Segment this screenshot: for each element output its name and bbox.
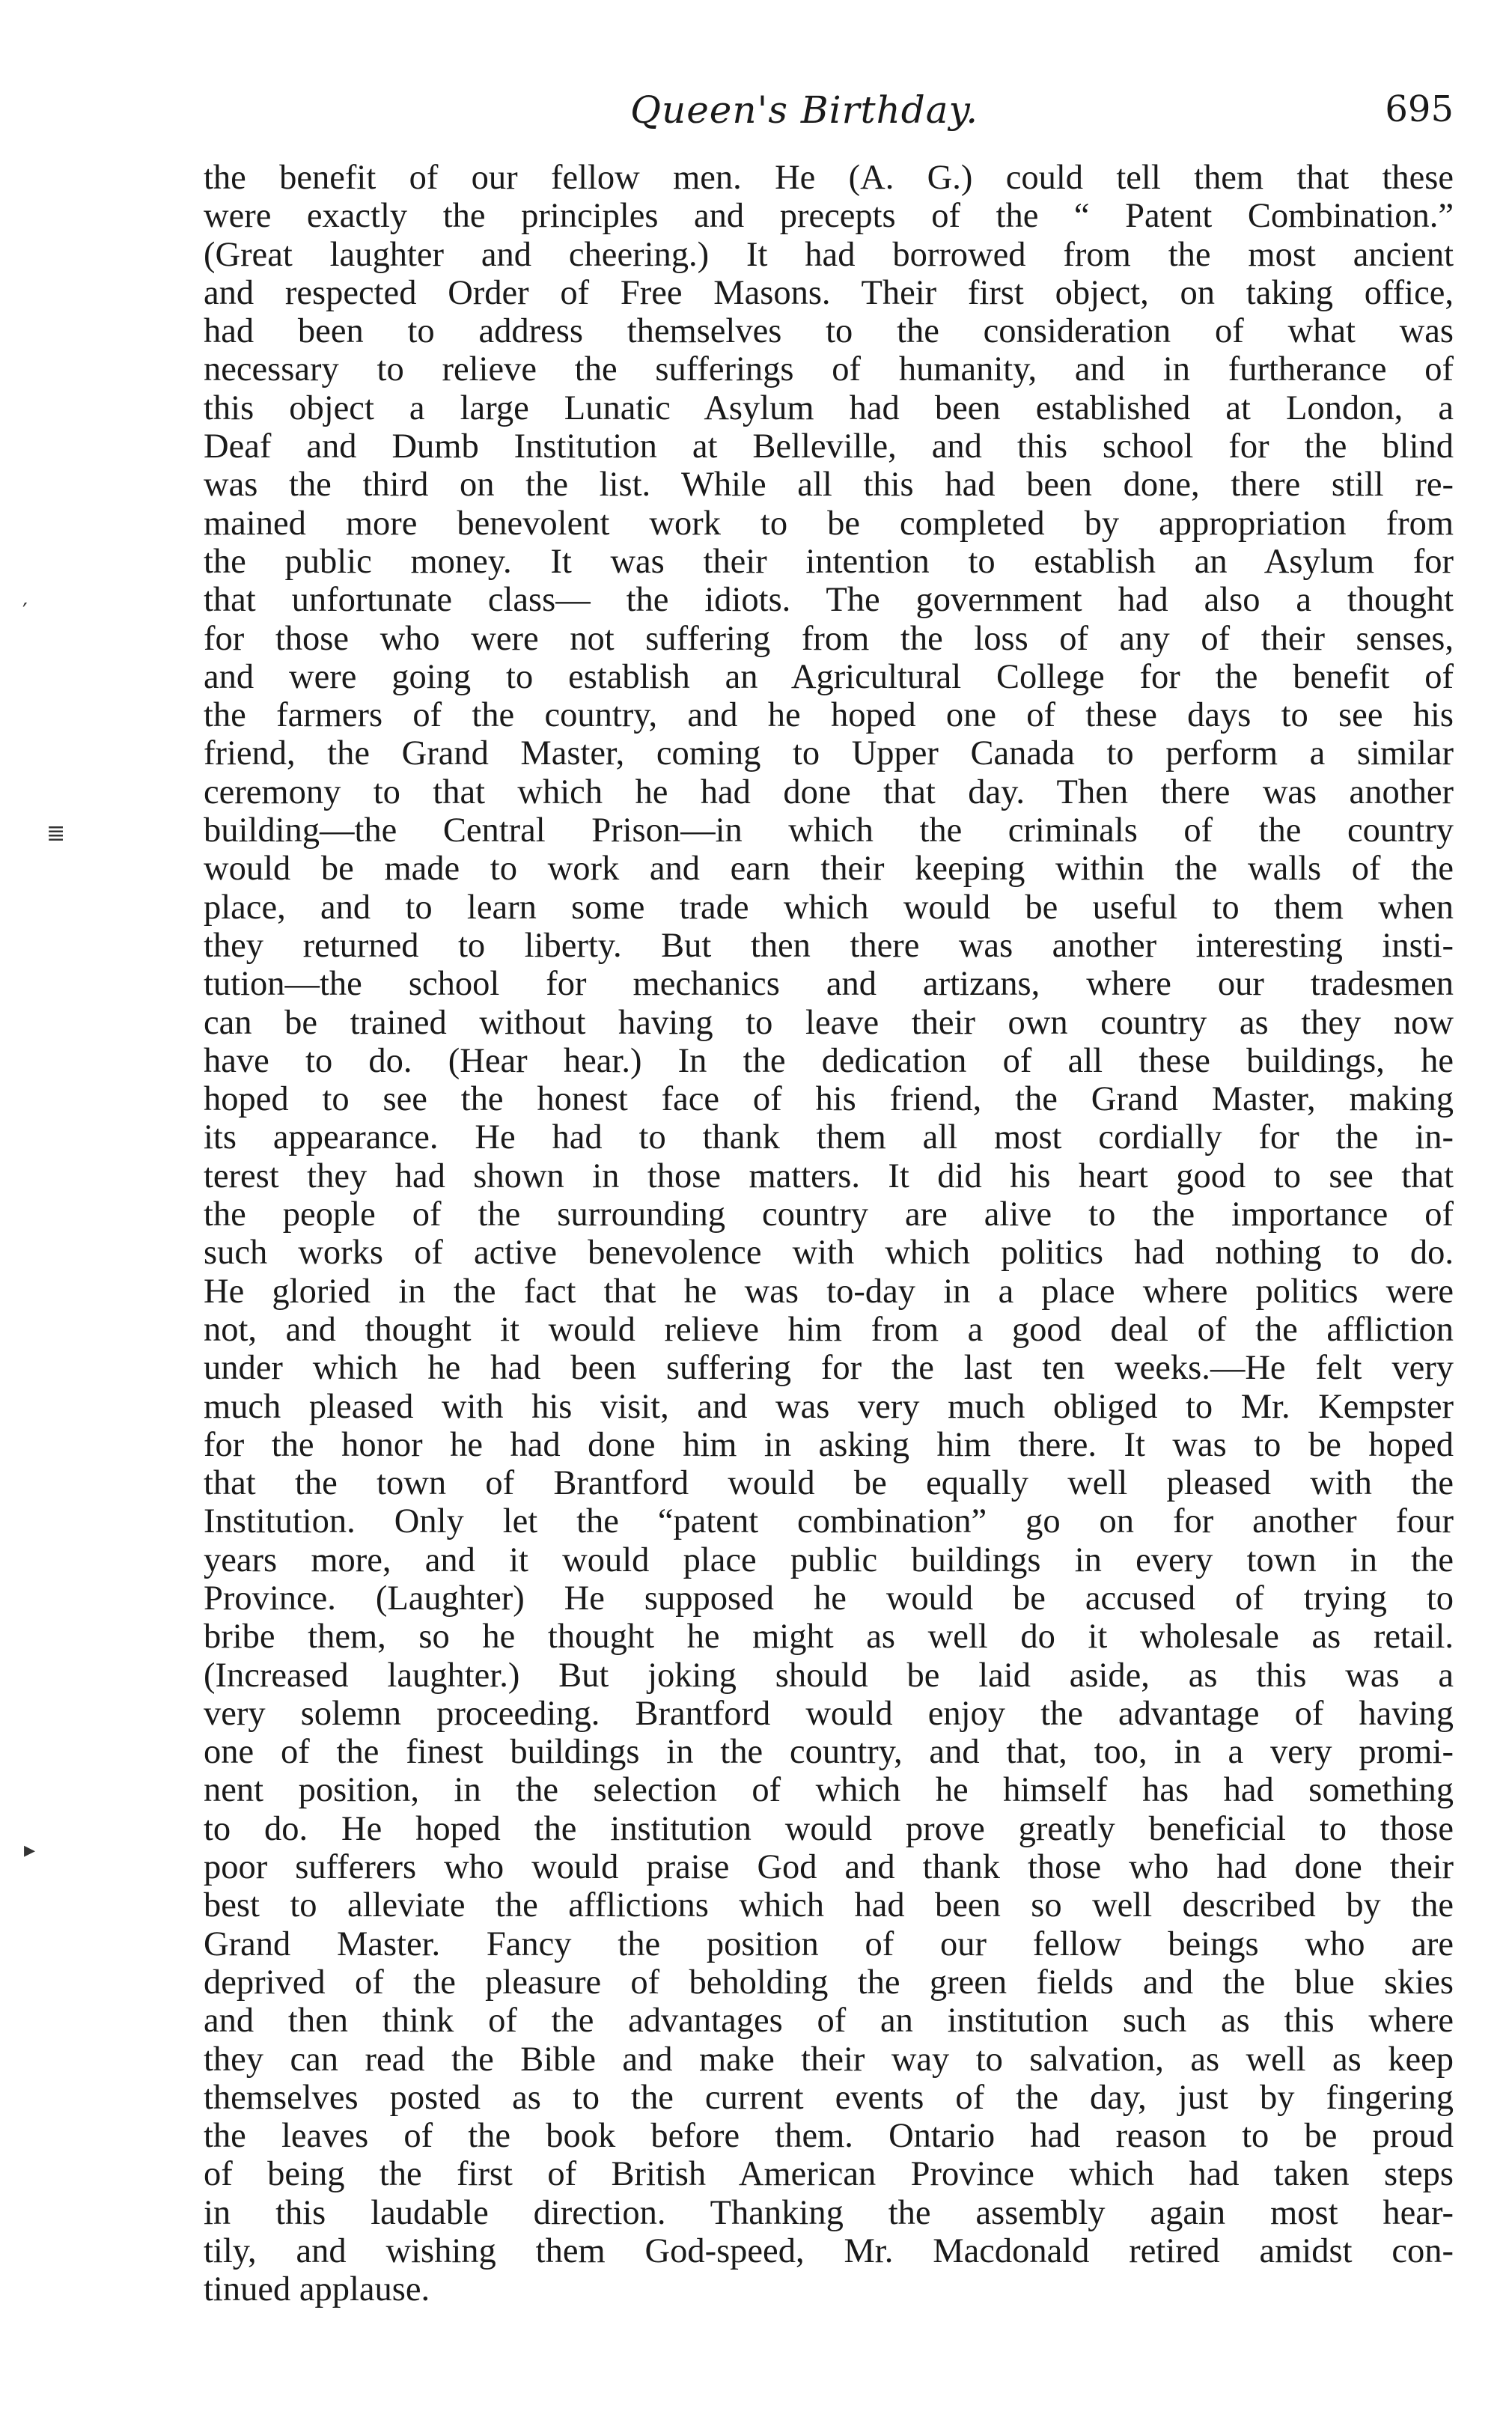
text-line: place, and to learn some trade which would be useful to them when bbox=[204, 888, 1454, 927]
text-line: one of the finest buildings in the country, and that, too, in a very promi- bbox=[204, 1733, 1454, 1772]
text-line: and then think of the advantages of an institution such as this where bbox=[204, 2002, 1454, 2041]
running-head bbox=[204, 88, 1454, 141]
text-line: Province. (Laughter) He supposed he would be accused of trying to bbox=[204, 1579, 1454, 1618]
text-line: its appearance. He had to thank them all most cordially for the in- bbox=[204, 1118, 1454, 1157]
text-line: would be made to work and earn their keeping within the walls of the bbox=[204, 850, 1454, 889]
text-line: and were going to establish an Agricultural College for the benefit of bbox=[204, 657, 1454, 696]
running-title: Queen's Birthday. bbox=[630, 88, 979, 132]
text-line: bribe them, so he thought he might as well do it wholesale as retail. bbox=[204, 1618, 1454, 1657]
text-line: tinued applause. bbox=[204, 2270, 430, 2309]
text-line: have to do. (Hear hear.) In the dedication of all these buildings, he bbox=[204, 1041, 1454, 1080]
text-line: the public money. It was their intention to establish an Asylum for bbox=[204, 542, 1454, 581]
text-line: very solemn proceeding. Brantford would enjoy the advantage of having bbox=[204, 1694, 1454, 1733]
text-line: tily, and wishing them God-speed, Mr. Macdonald retired amidst con- bbox=[204, 2232, 1454, 2271]
margin-arrow-mark: ▸ bbox=[24, 1837, 36, 1863]
text-line: had been to address themselves to the consideration of what was bbox=[204, 312, 1454, 351]
text-line: necessary to relieve the sufferings of humanity, and in furtherance of bbox=[204, 350, 1454, 389]
text-line: much pleased with his visit, and was very much obliged to Mr. Kempster bbox=[204, 1387, 1454, 1426]
margin-tick-mark: ≣ bbox=[46, 820, 66, 847]
text-line: (Great laughter and cheering.) It had borrowed from the most ancient bbox=[204, 235, 1454, 274]
text-line: nent position, in the selection of which he himself has had something bbox=[204, 1771, 1454, 1810]
text-line: under which he had been suffering for the last ten weeks.—He felt very bbox=[204, 1349, 1454, 1388]
text-line: poor sufferers who would praise God and thank those who had done their bbox=[204, 1848, 1454, 1887]
text-line: and respected Order of Free Masons. Their first object, on taking office, bbox=[204, 273, 1454, 312]
text-line: the benefit of our fellow men. He (A. G.) could tell them that these bbox=[204, 159, 1454, 197]
page-number: 695 bbox=[1385, 88, 1454, 130]
text-line: mained more benevolent work to be completed by appropriation from bbox=[204, 504, 1454, 543]
text-line: deprived of the pleasure of beholding the green fields and the blue skies bbox=[204, 1963, 1454, 2002]
text-line: this object a large Lunatic Asylum had been established at London, a bbox=[204, 388, 1454, 427]
text-line: friend, the Grand Master, coming to Upper Canada to perform a similar bbox=[204, 734, 1454, 773]
text-line: Deaf and Dumb Institution at Belleville, and this school for the blind bbox=[204, 427, 1454, 466]
text-line: that the town of Brantford would be equally well pleased with the bbox=[204, 1464, 1454, 1503]
text-line: Institution. Only let the “patent combination” go on for another four bbox=[204, 1502, 1454, 1541]
article-body bbox=[204, 159, 1454, 2309]
text-line: hoped to see the honest face of his friend, the Grand Master, making bbox=[204, 1080, 1454, 1119]
text-line: building—the Central Prison—in which the criminals of the country bbox=[204, 811, 1454, 850]
text-line: was the third on the list. While all this had been done, there still re- bbox=[204, 466, 1454, 505]
text-line: themselves posted as to the current events of the day, just by fingering bbox=[204, 2078, 1454, 2117]
text-line: can be trained without having to leave their own country as they now bbox=[204, 1003, 1454, 1042]
text-line: the people of the surrounding country are alive to the importance of bbox=[204, 1195, 1454, 1234]
text-line: in this laudable direction. Thanking the assembly again most hear- bbox=[204, 2193, 1454, 2232]
text-line: not, and thought it would relieve him from a good deal of the affliction bbox=[204, 1310, 1454, 1349]
text-line: years more, and it would place public buildings in every town in the bbox=[204, 1540, 1454, 1579]
text-line: best to alleviate the afflictions which had been so well described by the bbox=[204, 1886, 1454, 1925]
margin-tick-mark: ′ bbox=[22, 599, 28, 625]
text-line: ceremony to that which he had done that day. Then there was another bbox=[204, 772, 1454, 811]
text-line: terest they had shown in those matters. It did his heart good to see that bbox=[204, 1156, 1454, 1195]
text-line: of being the first of British American Province which had taken steps bbox=[204, 2155, 1454, 2194]
text-line: the farmers of the country, and he hoped one of these days to see his bbox=[204, 696, 1454, 735]
text-line: (Increased laughter.) But joking should be laid aside, as this was a bbox=[204, 1656, 1454, 1695]
text-line: they returned to liberty. But then there was another interesting insti- bbox=[204, 926, 1454, 965]
text-line: such works of active benevolence with which politics had nothing to do. bbox=[204, 1234, 1454, 1273]
text-line: they can read the Bible and make their way to salvation, as well as keep bbox=[204, 2040, 1454, 2079]
text-line: the leaves of the book before them. Ontario had reason to be proud bbox=[204, 2117, 1454, 2156]
text-line: Grand Master. Fancy the position of our fellow beings who are bbox=[204, 1924, 1454, 1963]
text-line: were exactly the principles and precepts of the “ Patent Combination.” bbox=[204, 197, 1454, 236]
text-line: to do. He hoped the institution would prove greatly beneficial to those bbox=[204, 1809, 1454, 1848]
text-line: tution—the school for mechanics and artizans, where our tradesmen bbox=[204, 965, 1454, 1004]
text-line: for those who were not suffering from the loss of any of their senses, bbox=[204, 619, 1454, 658]
text-line: He gloried in the fact that he was to-day in a place where politics were bbox=[204, 1272, 1454, 1311]
text-line: that unfortunate class— the idiots. The government had also a thought bbox=[204, 581, 1454, 620]
text-line: for the honor he had done him in asking him there. It was to be hoped bbox=[204, 1425, 1454, 1464]
